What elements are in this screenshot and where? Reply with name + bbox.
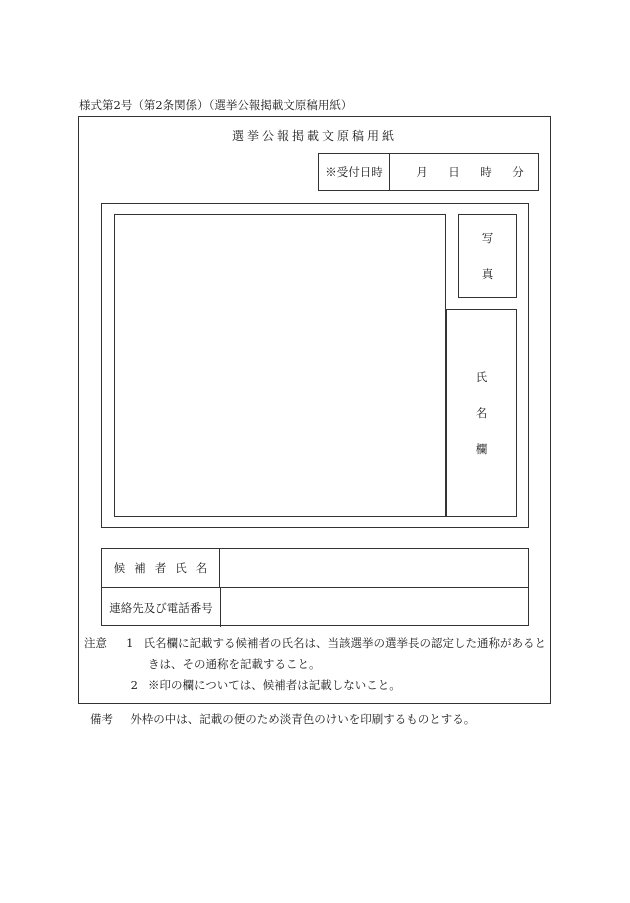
note-1-text: 氏名欄に記載する候補者の氏名は、当該選挙の選挙長の認定した通称があると [143,636,546,650]
note-2-number: 2 [130,678,138,692]
receipt-day: 日 [448,165,460,179]
photo-label-2: 真 [481,267,494,281]
table-row [102,587,528,627]
photo-label-1: 写 [481,231,494,245]
manuscript-text-area[interactable] [114,214,446,517]
receipt-label: ※受付日時 [319,154,390,190]
remark [90,711,475,727]
receipt-hour: 時 [480,165,492,179]
receipt-datetime-box [318,153,539,191]
receipt-month: 月 [416,165,428,179]
receipt-minute: 分 [512,165,524,179]
notes [84,633,546,696]
table-row [102,549,528,587]
contact-label: 連絡先及び電話番号 [102,588,221,627]
remark-text: 外枠の中は、記載の便のため淡青色のけいを印刷するものとする。 [130,712,476,726]
note-2-text: ※印の欄については、候補者は記載しないこと。 [148,678,401,692]
name-column-label-3: 欄 [475,442,488,456]
notes-heading: 注意 [84,636,107,650]
name-column-label-1: 氏 [475,370,488,384]
photo-box[interactable] [458,214,517,298]
candidate-name-label: 候補者氏名 [102,549,220,587]
contact-field[interactable] [221,588,528,627]
name-column-label-2: 名 [475,406,488,420]
remark-heading: 備考 [90,712,113,726]
form-title: 選挙公報掲載文原稿用紙 [231,129,397,143]
note-1-text-cont: きは、その通称を記載すること。 [148,657,321,671]
candidate-info-table [101,548,529,626]
form-label: 様式第2号（第2条関係）（選挙公報掲載文原稿用紙） [79,98,353,112]
receipt-fields[interactable] [390,154,538,190]
name-column[interactable] [446,309,517,517]
candidate-name-field[interactable] [220,549,528,587]
note-1-number: 1 [126,636,134,650]
